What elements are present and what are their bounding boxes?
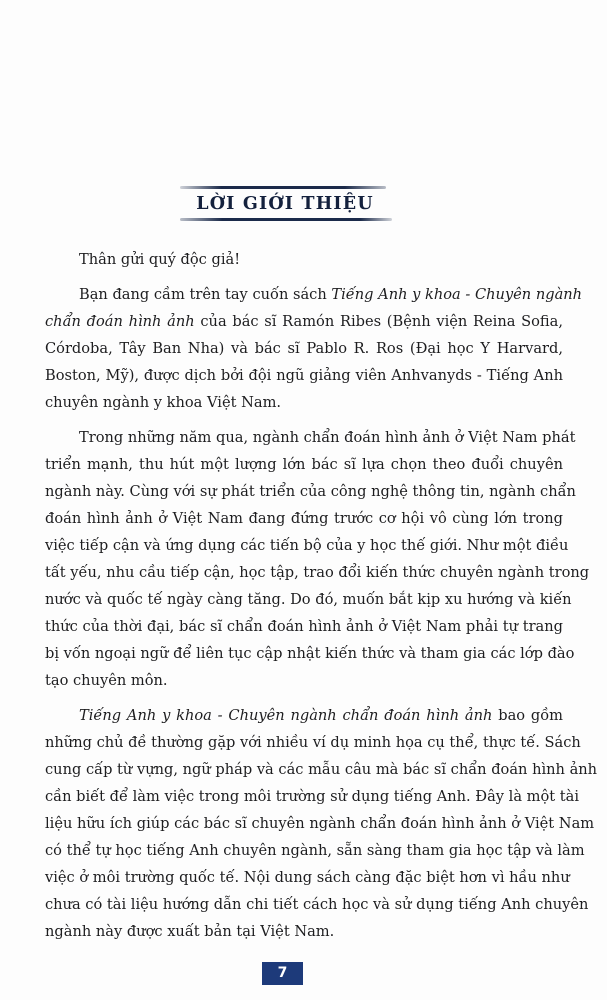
paragraph (45, 281, 583, 416)
text-line (45, 837, 585, 864)
text-line (45, 891, 589, 918)
text-line (45, 505, 563, 532)
text-line (45, 667, 563, 694)
text-line (45, 281, 583, 308)
paragraph (45, 702, 598, 945)
text-line (45, 362, 563, 389)
page-title: LỜI GIỚI THIỆU (196, 194, 374, 214)
text-segment: Córdoba, Tây Ban Nha) và bác sĩ Pablo R. Ros (Đại học Y Harvard, (45, 340, 563, 357)
text-segment: chuyên ngành y khoa Việt Nam. (45, 394, 282, 411)
text-line (45, 532, 569, 559)
text-segment: cần biết để làm việc trong môi trường sử dụng tiếng Anh. Đây là một tài (45, 788, 580, 805)
text-line (45, 864, 570, 891)
heading-rule-bottom (180, 218, 392, 221)
italic-book-title: Tiếng Anh y khoa - Chuyên ngành (331, 286, 583, 303)
text-segment: việc tiếp cận và ứng dụng các tiến bộ của y học thế giới. Như một điều (45, 537, 569, 554)
text-segment: việc ở môi trường quốc tế. Nội dung sách càng đặc biệt hơn vì hầu như (45, 869, 570, 886)
text-segment: nước và quốc tế ngày càng tăng. Do đó, muốn bắt kịp xu hướng và kiến (45, 591, 572, 608)
text-segment: bị vốn ngoại ngữ để liên tục cập nhật kiến thức và tham gia các lớp đào (45, 645, 575, 662)
text-line (45, 424, 576, 451)
heading-rule-top (180, 186, 386, 189)
text-line (45, 756, 598, 783)
text-line (45, 478, 576, 505)
text-segment: chưa có tài liệu hướng dẫn chi tiết cách học và sử dụng tiếng Anh chuyên (45, 896, 589, 913)
text-segment: những chủ đề thường gặp với nhiều ví dụ minh họa cụ thể, thực tế. Sách (45, 734, 581, 751)
section-heading (176, 182, 394, 224)
text-segment: tất yếu, nhu cầu tiếp cận, học tập, trao đổi kiến thức chuyên ngành trong (45, 564, 590, 581)
text-line (45, 729, 581, 756)
greeting-line: Thân gửi quý độc giả! (79, 251, 241, 268)
text-segment: thức của thời đại, bác sĩ chẩn đoán hình ảnh ở Việt Nam phải tự trang (45, 618, 563, 635)
text-segment: triển mạnh, thu hút một lượng lớn bác sĩ lựa chọn theo đuổi chuyên (45, 456, 563, 473)
body-text (45, 246, 598, 945)
text-line (45, 559, 590, 586)
text-segment: của bác sĩ Ramón Ribes (Bệnh viện Reina Sofia, (194, 313, 563, 330)
italic-book-title: Tiếng Anh y khoa - Chuyên ngành chẩn đoán hình ảnh (79, 707, 493, 724)
greeting (45, 246, 563, 273)
text-segment: ngành này. Cùng với sự phát triển của công nghệ thông tin, ngành chẩn (45, 483, 576, 500)
text-line (45, 810, 595, 837)
text-segment: Boston, Mỹ), được dịch bởi đội ngũ giảng viên Anhvanyds - Tiếng Anh (45, 367, 563, 384)
italic-book-title: chẩn đoán hình ảnh (45, 313, 195, 330)
text-line (45, 783, 580, 810)
text-line (45, 389, 563, 416)
text-segment: tạo chuyên môn. (45, 672, 168, 689)
text-line (45, 308, 563, 335)
text-line (45, 613, 563, 640)
text-segment: cung cấp từ vựng, ngữ pháp và các mẫu câu mà bác sĩ chẩn đoán hình ảnh (45, 761, 598, 778)
text-line (45, 451, 563, 478)
text-segment: có thể tự học tiếng Anh chuyên ngành, sẵn sàng tham gia học tập và làm (45, 842, 585, 859)
text-segment: Bạn đang cầm trên tay cuốn sách (79, 286, 332, 303)
text-segment: bao gồm (492, 707, 563, 724)
text-line (45, 586, 572, 613)
text-line (45, 335, 563, 362)
paragraph (45, 424, 590, 694)
text-segment: ngành này được xuất bản tại Việt Nam. (45, 923, 335, 940)
text-segment: Trong những năm qua, ngành chẩn đoán hình ảnh ở Việt Nam phát (79, 429, 576, 446)
text-segment: đoán hình ảnh ở Việt Nam đang đứng trước cơ hội vô cùng lớn trong (45, 510, 563, 527)
page-number: 7 (262, 962, 303, 985)
text-line (45, 918, 563, 945)
text-line (45, 640, 575, 667)
text-segment: liệu hữu ích giúp các bác sĩ chuyên ngành chẩn đoán hình ảnh ở Việt Nam (45, 815, 595, 832)
text-line (45, 702, 563, 729)
